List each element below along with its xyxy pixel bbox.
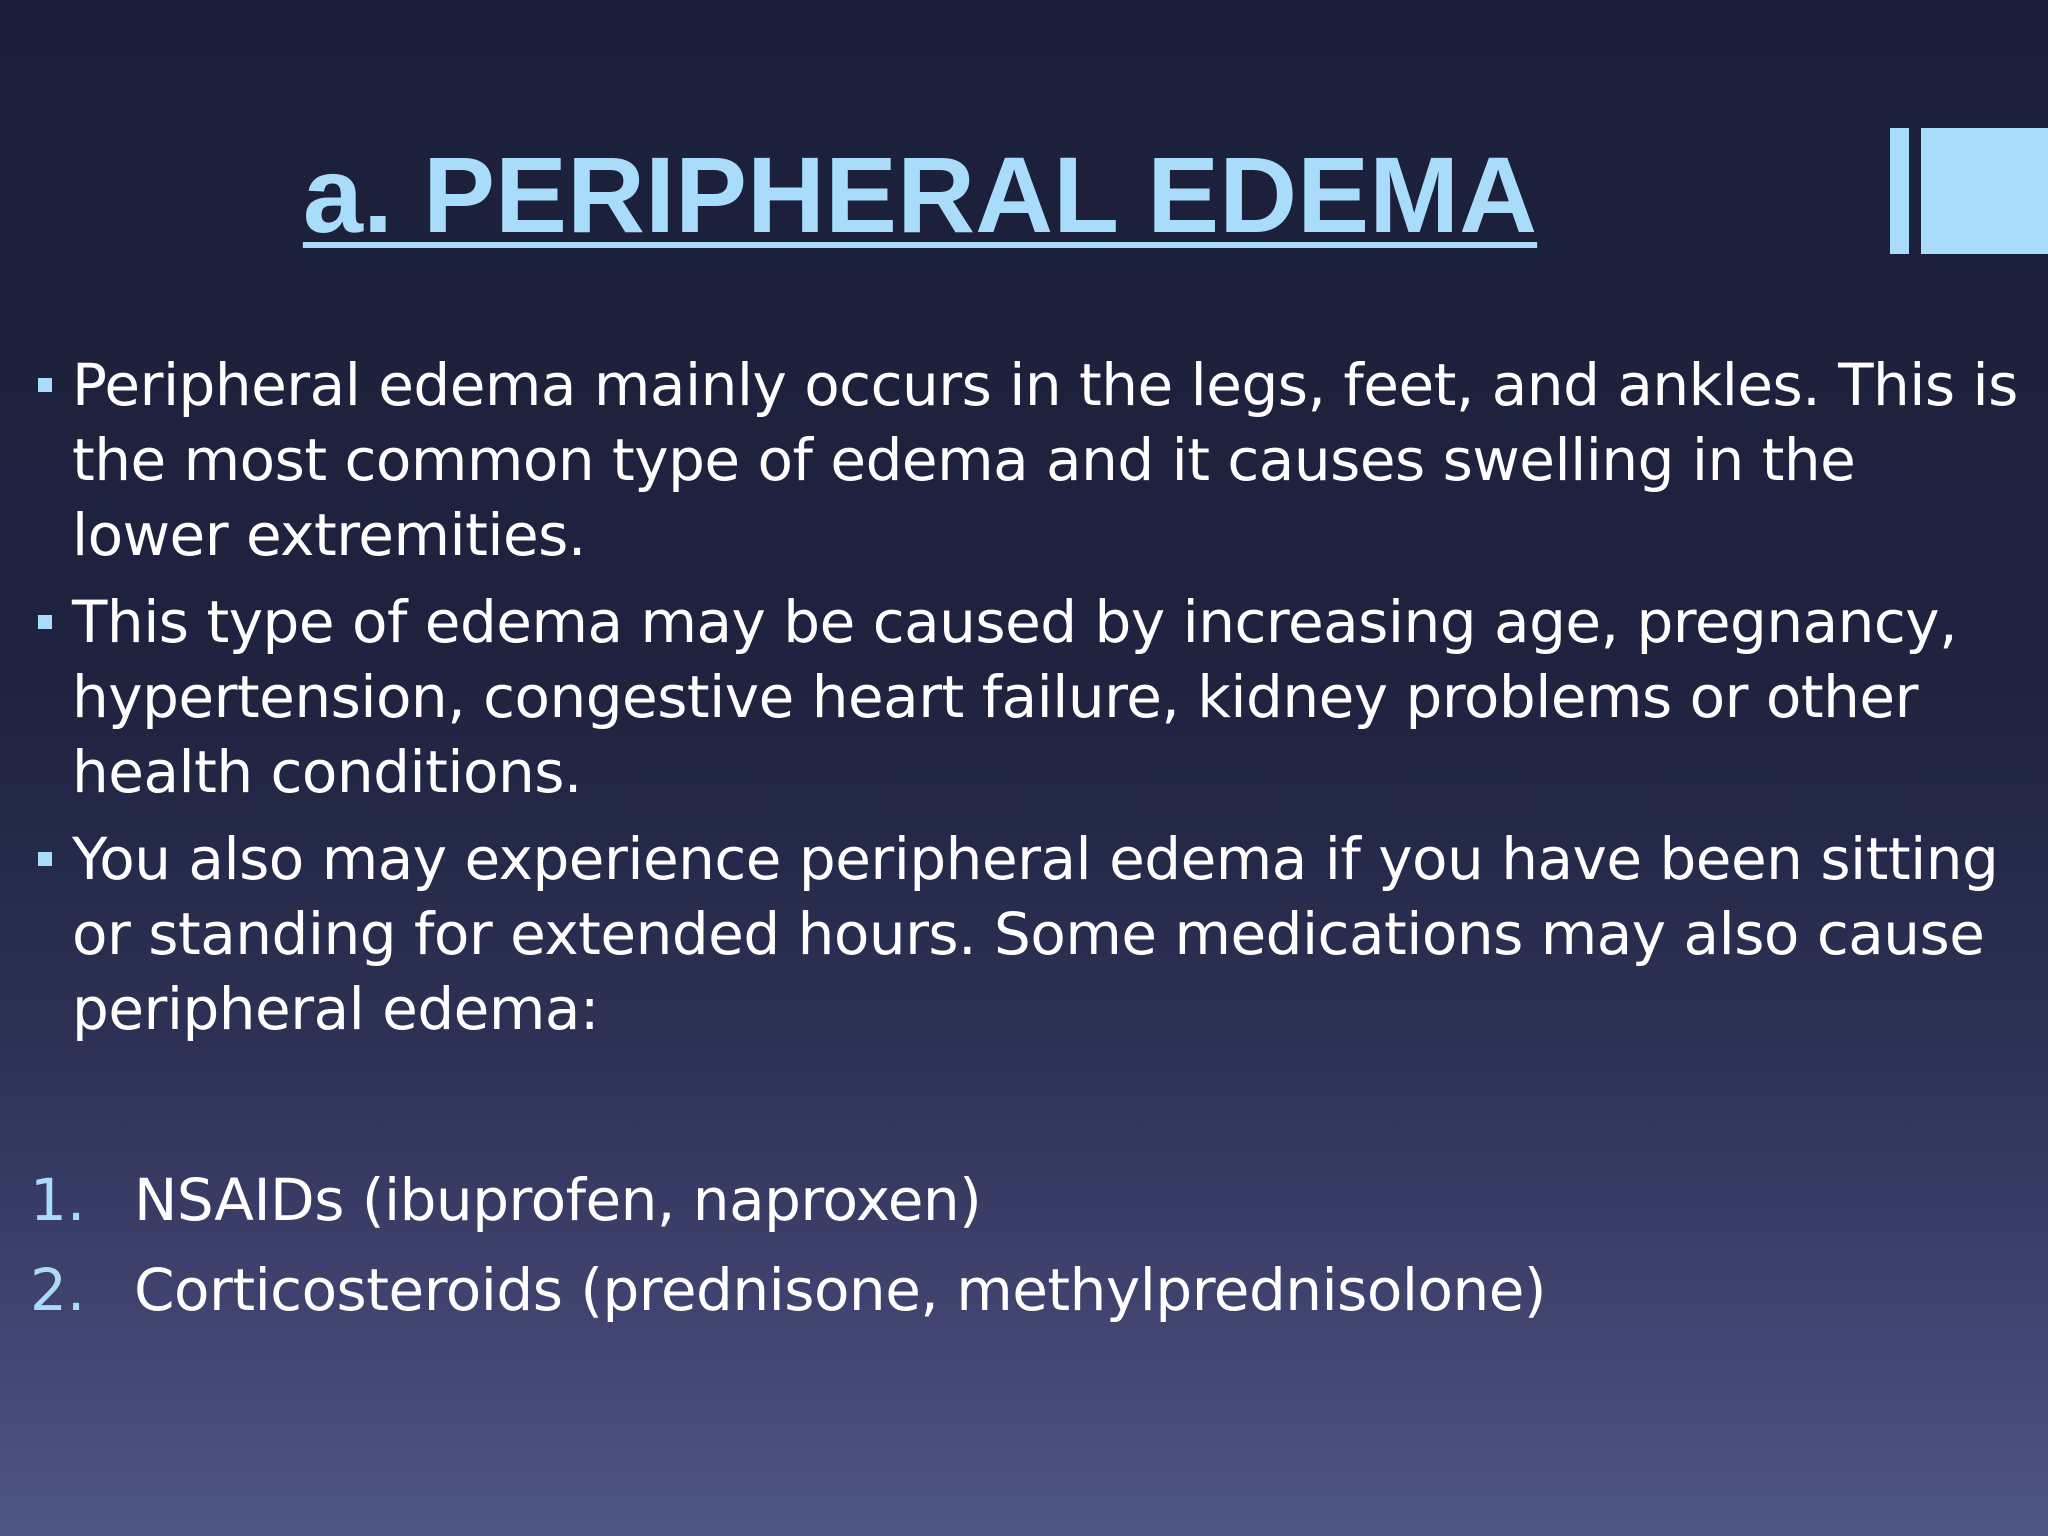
numbered-item-text: NSAIDs (ibuprofen, naproxen) <box>134 1166 982 1234</box>
slide-title: a. PERIPHERAL EDEMA <box>302 134 1538 255</box>
bullet-item <box>0 585 2048 810</box>
corner-accent-thick-block <box>1921 128 2048 254</box>
bullet-item <box>0 822 2048 1047</box>
bullet-item <box>0 348 2048 573</box>
square-bullet-icon <box>38 378 52 392</box>
numbered-item-marker: 1. <box>30 1166 86 1234</box>
numbered-item-marker: 2. <box>30 1256 86 1324</box>
corner-accent-thin-bar <box>1890 128 1909 254</box>
corner-accent-decoration <box>1890 128 2048 254</box>
square-bullet-icon <box>38 615 52 629</box>
numbered-list <box>0 1163 2048 1343</box>
numbered-item <box>0 1253 2048 1343</box>
bullet-text: Peripheral edema mainly occurs in the legs, feet, and ankles. This is the most common type of edema and it causes swelling in the lower extremities. <box>72 351 2018 569</box>
numbered-item <box>0 1163 2048 1253</box>
bullet-text: You also may experience peripheral edema if you have been sitting or standing for extended hours. Some medications may also cause peripheral edema: <box>72 825 1999 1043</box>
square-bullet-icon <box>38 852 52 866</box>
bullet-list <box>0 348 2048 1059</box>
bullet-text: This type of edema may be caused by increasing age, pregnancy, hypertension, congestive heart failure, kidney problems or other health conditions. <box>72 588 1958 806</box>
numbered-item-text: Corticosteroids (prednisone, methylprednisolone) <box>134 1256 1547 1324</box>
